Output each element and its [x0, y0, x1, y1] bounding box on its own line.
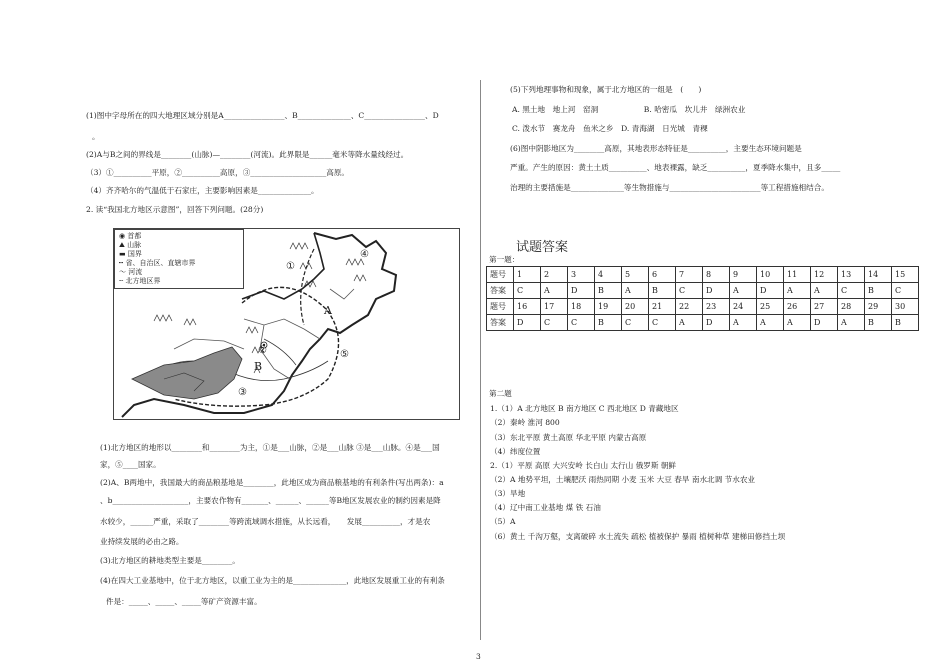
- grid-cell: 6: [649, 267, 676, 283]
- grid-cell: 12: [811, 267, 838, 283]
- grid-cell: 15: [892, 267, 919, 283]
- grid-cell: A: [784, 283, 811, 299]
- legend-region-border: ╌ 北方地区界: [119, 277, 161, 285]
- legend-mountain-label: 山脉: [127, 241, 142, 249]
- grid-row-answers-1: [487, 283, 919, 299]
- grid-cell: 14: [865, 267, 892, 283]
- map-label-a: A: [324, 304, 332, 317]
- part1-label: 第一题：: [489, 255, 520, 264]
- q6-line-1: (6)图中阴影地区为________高原，其地表形态特征是__________，主要生态环境问题是: [510, 144, 802, 153]
- grid-row-numbers-2: [487, 299, 919, 315]
- q2-line-2: 家，⑤____国家。: [100, 460, 161, 469]
- q1-line-3: (2)A与B之间的界线是________(山脉)—________(河流)。此界限是______毫米等降水量线经过。: [86, 150, 409, 159]
- grid-cell: 24: [730, 299, 757, 315]
- grid-cell: 29: [865, 299, 892, 315]
- grid-cell: D: [568, 283, 595, 299]
- q1-line-5: （4）齐齐哈尔的气温低于石家庄，主要影响因素是______________。: [86, 186, 319, 195]
- part2-line-1: 1.（1）A 北方地区 B 南方地区 C 西北地区 D 青藏地区: [490, 404, 679, 413]
- q2-line-3: (2)A、B两地中，我国最大的商品粮基地是________，此地区成为商品粮基地的有利条件(写出两条)：a: [100, 478, 444, 487]
- grid-cell: D: [703, 283, 730, 299]
- grid-row-answers-2: [487, 315, 919, 331]
- grid-cell: 20: [622, 299, 649, 315]
- grid-cell: 22: [676, 299, 703, 315]
- grid-cell: 8: [703, 267, 730, 283]
- q1-line-1: (1)图中字母所在的四大地理区域分别是A________________、B______________、C________________、D: [86, 111, 439, 120]
- grid-cell: A: [757, 315, 784, 331]
- grid-cell: 题号: [487, 299, 514, 315]
- grid-cell: 21: [649, 299, 676, 315]
- part2-line-5: 2.（1）平原 高原 大兴安岭 长白山 太行山 俄罗斯 朝鲜: [490, 461, 677, 470]
- grid-row-numbers-1: [487, 267, 919, 283]
- grid-cell: D: [514, 315, 541, 331]
- legend-river-label: 河流: [128, 268, 143, 276]
- part2-line-10: （6）黄土 千沟万壑，支离破碎 水土流失 疏松 植被保护 暴雨 植树种草 建梯田修挡土坝: [490, 532, 786, 541]
- map-legend: [114, 229, 244, 289]
- part2-line-2: （2）秦岭 淮河 800: [490, 418, 560, 427]
- grid-cell: A: [676, 315, 703, 331]
- map-label-b: B: [254, 360, 263, 373]
- q2-title: 2. 读“我国北方地区示意图”，回答下列问题。(28分): [86, 205, 264, 214]
- part2-line-6: （2）A 地势平坦，土壤肥沃 雨热同期 小麦 玉米 大豆 春旱 南水北调 节水农业: [490, 475, 756, 484]
- grid-cell: D: [703, 315, 730, 331]
- grid-cell: 7: [676, 267, 703, 283]
- legend-border-label: 国界: [127, 250, 142, 258]
- grid-cell: 10: [757, 267, 784, 283]
- grid-cell: B: [595, 283, 622, 299]
- grid-cell: 答案: [487, 315, 514, 331]
- grid-cell: B: [649, 283, 676, 299]
- grid-cell: B: [865, 315, 892, 331]
- grid-cell: 26: [784, 299, 811, 315]
- legend-capital-label: 首都: [127, 232, 142, 240]
- grid-cell: C: [622, 315, 649, 331]
- grid-cell: A: [622, 283, 649, 299]
- grid-cell: 4: [595, 267, 622, 283]
- q6-line-2: 严重。产生的原因：黄土土质__________、地表裸露，缺乏__________，夏季降水集中，且多_____: [510, 163, 841, 172]
- grid-cell: 5: [622, 267, 649, 283]
- grid-cell: 19: [595, 299, 622, 315]
- grid-cell: 答案: [487, 283, 514, 299]
- grid-cell: C: [676, 283, 703, 299]
- answers-heading: 试题答案: [516, 240, 569, 255]
- part2-line-9: （5）A: [490, 517, 516, 526]
- grid-cell: B: [892, 315, 919, 331]
- grid-cell: 17: [541, 299, 568, 315]
- grid-cell: C: [838, 283, 865, 299]
- grid-cell: 11: [784, 267, 811, 283]
- grid-cell: A: [838, 315, 865, 331]
- grid-cell: 题号: [487, 267, 514, 283]
- legend-border: ▬ 国界: [119, 250, 142, 258]
- grid-cell: B: [595, 315, 622, 331]
- legend-region-border-label: 北方地区界: [125, 277, 161, 285]
- part2-line-8: （4）辽中南工业基地 煤 铁 石油: [490, 503, 601, 512]
- grid-cell: A: [730, 283, 757, 299]
- grid-cell: 16: [514, 299, 541, 315]
- q1-line-4: （3）①__________平原，②__________高原，③____________________高原。: [86, 168, 350, 177]
- q1-line-2: 。: [92, 132, 100, 141]
- grid-cell: A: [811, 283, 838, 299]
- grid-cell: B: [865, 283, 892, 299]
- legend-province-label: 省、自治区、直辖市界: [125, 259, 196, 267]
- grid-cell: 9: [730, 267, 757, 283]
- q5-line-2: A. 黑土地 地上河 窑洞 B. 哈密瓜 坎儿井 绿洲农业: [512, 105, 746, 114]
- legend-province: ┅ 省、自治区、直辖市界: [119, 259, 196, 267]
- map-label-5: ⑤: [340, 349, 349, 360]
- answer-grid: [486, 266, 919, 331]
- legend-capital: ◉ 首都: [119, 232, 142, 240]
- q2-line-6: 业持续发展的必由之路。: [100, 537, 184, 546]
- q6-line-3: 治理的主要措施是______________等生物措施与________________________等工程措施相结合。: [510, 183, 829, 192]
- grid-cell: 2: [541, 267, 568, 283]
- q2-line-9: 件是：_____、_____、_____等矿产资源丰富。: [106, 597, 262, 606]
- north-region-map: [113, 228, 460, 420]
- part2-line-3: （3）东北平原 黄土高原 华北平原 内蒙古高原: [490, 433, 647, 442]
- grid-cell: 30: [892, 299, 919, 315]
- part2-label: 第二题: [489, 389, 512, 398]
- q5-line-1: (5)下列地理事物和现象，属于北方地区的一组是 ( ): [510, 85, 702, 94]
- grid-cell: 3: [568, 267, 595, 283]
- grid-cell: 18: [568, 299, 595, 315]
- map-label-1: ①: [286, 261, 295, 272]
- q2-line-1: (1)北方地区的地形以________和________为主，①是___山脉，②是___山脉 ③是___山脉。④是___国: [100, 443, 440, 452]
- q2-line-4: 、b____________________，主要农作物有_______、______、______等B地区发展农业的制约因素是降: [100, 496, 441, 505]
- page-number: 3: [476, 652, 481, 661]
- grid-cell: C: [649, 315, 676, 331]
- grid-cell: C: [541, 315, 568, 331]
- map-label-2: ②: [258, 345, 267, 356]
- map-label-4: ④: [360, 249, 369, 260]
- grid-cell: 13: [838, 267, 865, 283]
- grid-cell: C: [892, 283, 919, 299]
- grid-cell: C: [514, 283, 541, 299]
- q5-line-3: C. 泼水节 赛龙舟 鱼米之乡 D. 青海湖 日光城 青稞: [512, 124, 708, 133]
- q2-line-5: 水较少，______严重，采取了________等跨流域调水措施，从长远看， 发展__________，才是农: [100, 517, 431, 526]
- part2-line-7: （3）旱地: [490, 489, 526, 498]
- grid-cell: 28: [838, 299, 865, 315]
- grid-cell: 23: [703, 299, 730, 315]
- grid-cell: C: [568, 315, 595, 331]
- q2-line-8: (4)在四大工业基地中，位于北方地区，以重工业为主的是______________，此地区发展重工业的有利条: [100, 576, 445, 585]
- map-label-3: ③: [238, 387, 247, 398]
- grid-cell: A: [784, 315, 811, 331]
- grid-cell: A: [730, 315, 757, 331]
- grid-cell: D: [811, 315, 838, 331]
- legend-mountain: ⛰ 山脉: [119, 241, 142, 249]
- grid-cell: A: [541, 283, 568, 299]
- grid-cell: D: [757, 283, 784, 299]
- grid-cell: 1: [514, 267, 541, 283]
- grid-cell: 27: [811, 299, 838, 315]
- grid-cell: 25: [757, 299, 784, 315]
- q2-line-7: (3)北方地区的耕地类型主要是________。: [100, 556, 240, 565]
- legend-river: 〜 河流: [119, 268, 143, 276]
- column-divider: [480, 80, 481, 640]
- part2-line-4: （4）纬度位置: [490, 447, 541, 456]
